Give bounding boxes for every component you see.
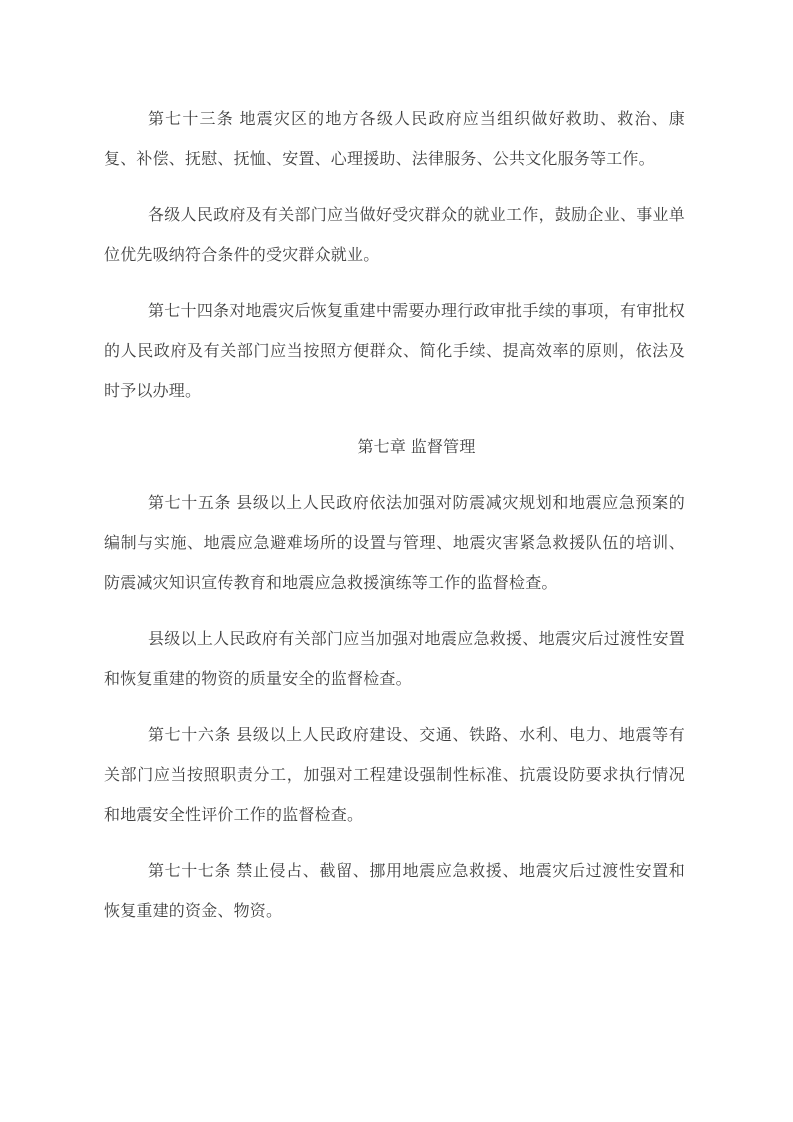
chapter-heading: 第七章 监督管理 [357, 439, 476, 456]
document-body [104, 84, 685, 948]
legal-paragraph: 各级人民政府及有关部门应当做好受灾群众的就业工作，鼓励企业、事业单位优先吸纳符合条件的受灾群众就业。 [104, 207, 685, 264]
legal-paragraph: 第七十三条 地震灾区的地方各级人民政府应当组织做好救助、救治、康复、补偿、抚慰、抚恤、安置、心理援助、法律服务、公共文化服务等工作。 [104, 111, 685, 168]
legal-paragraph: 县级以上人民政府有关部门应当加强对地震应急救援、地震灾后过渡性安置和恢复重建的物资的质量安全的监督检查。 [104, 631, 685, 688]
legal-paragraph: 第七十七条 禁止侵占、截留、挪用地震应急救援、地震灾后过渡性安置和恢复重建的资金、物资。 [104, 863, 685, 920]
legal-paragraph: 第七十五条 县级以上人民政府依法加强对防震减灾规划和地震应急预案的编制与实施、地震应急避难场所的设置与管理、地震灾害紧急救援队伍的培训、防震减灾知识宣传教育和地震应急救援演练等工作的监督检查。 [104, 495, 685, 592]
legal-paragraph: 第七十六条 县级以上人民政府建设、交通、铁路、水利、电力、地震等有关部门应当按照职责分工，加强对工程建设强制性标准、抗震设防要求执行情况和地震安全性评价工作的监督检查。 [104, 727, 685, 824]
legal-paragraph: 第七十四条对地震灾后恢复重建中需要办理行政审批手续的事项，有审批权的人民政府及有关部门应当按照方便群众、简化手续、提高效率的原则，依法及时予以办理。 [104, 303, 685, 400]
